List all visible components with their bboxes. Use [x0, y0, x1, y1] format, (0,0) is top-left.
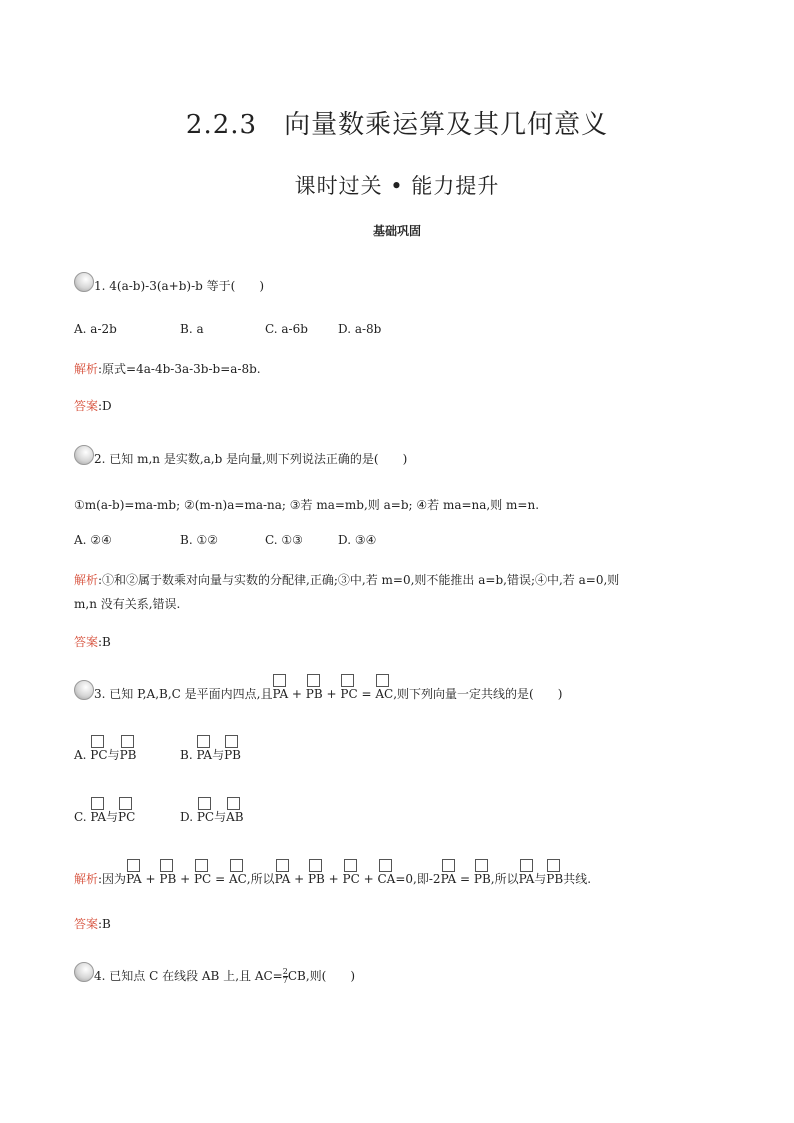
section-heading: 基础巩固: [372, 224, 421, 238]
with-word: 与: [106, 810, 119, 824]
vector-ca: CA: [377, 872, 396, 886]
answer-text: :B: [98, 635, 111, 649]
with-word: 与: [212, 748, 225, 762]
q2-statements: ①m(a-b)=ma-mb; ②(m-n)a=ma-na; ③若 ma=mb,则 a=b; ④若 ma=na,则 m=n.: [74, 498, 540, 512]
q3-option-a: [74, 746, 136, 763]
vector-pa: PA: [272, 687, 289, 701]
explain-text: :因为: [98, 872, 127, 886]
option-letter: B.: [180, 748, 197, 762]
vector-pb: PB: [224, 748, 242, 762]
q2-explanation-cont: m,n 没有关系,错误.: [74, 597, 181, 611]
question-bullet-icon: [74, 445, 94, 465]
q1-stem: 1. 4(a-b)-3(a+b)-b 等于( ): [94, 279, 265, 293]
vector-pa: PA: [274, 872, 291, 886]
explain-label: 解析: [74, 573, 99, 587]
q3-stem: [94, 685, 562, 702]
q3-stem-text: 3. 已知 P,A,B,C 是平面内四点,且: [94, 687, 273, 701]
vector-ac: AC: [228, 872, 247, 886]
q1-option-d: D. a-8b: [338, 322, 382, 336]
question-bullet-icon: [74, 962, 94, 982]
q1-option-a: A. a-2b: [74, 322, 117, 336]
q1-option-c: C. a-6b: [265, 322, 308, 336]
explain-text: =0,即-2: [395, 872, 441, 886]
equals-sign: =: [456, 872, 474, 886]
equals-sign: =: [357, 687, 376, 701]
vector-pc: PC: [342, 872, 360, 886]
explain-label: 解析: [74, 872, 99, 886]
vector-pc: PC: [196, 810, 215, 824]
answer-label: 答案: [74, 635, 99, 649]
q3-option-b: [180, 746, 241, 763]
vector-pa: PA: [196, 748, 213, 762]
answer-label: 答案: [74, 917, 99, 931]
explain-text: ,所以: [490, 872, 519, 886]
answer-label: 答案: [74, 399, 99, 413]
explain-text: ,所以: [246, 872, 275, 886]
vector-pc: PC: [118, 810, 136, 824]
option-letter: C.: [74, 810, 91, 824]
q4-stem-end: CB,则( ): [287, 969, 356, 983]
q3-stem-end: ,则下列向量一定共线的是( ): [393, 687, 563, 701]
question-bullet-icon: [74, 680, 94, 700]
with-word: 与: [214, 810, 227, 824]
q3-option-d: [180, 808, 244, 825]
q2-stem: 2. 已知 m,n 是实数,a,b 是向量,则下列说法正确的是( ): [94, 452, 408, 466]
q1-explanation: [74, 360, 261, 377]
q1-answer: [74, 397, 112, 414]
fraction-numerator: 2: [282, 967, 288, 976]
q3-answer: [74, 915, 111, 932]
vector-ac: AC: [375, 687, 394, 701]
vector-pc: PC: [90, 748, 108, 762]
vector-pb: PB: [546, 872, 564, 886]
q2-option-d: D. ③④: [338, 533, 377, 547]
question-bullet-icon: [74, 272, 94, 292]
q3-explanation: [74, 870, 591, 887]
explain-text: :①和②属于数乘对向量与实数的分配律,正确;③中,若 m=0,则不能推出 a=b,错误;④中,若 a=0,则: [98, 573, 620, 587]
vector-ab: AB: [226, 810, 244, 824]
q2-option-a: A. ②④: [74, 533, 112, 547]
plus-sign: +: [141, 872, 160, 886]
vector-pa: PA: [440, 872, 457, 886]
explain-label: 解析: [74, 362, 99, 376]
vector-pa: PA: [126, 872, 142, 886]
vector-pb: PB: [159, 872, 177, 886]
vector-pa: PA: [90, 810, 107, 824]
page-subtitle: 课时过关 • 能力提升: [294, 174, 500, 198]
q4-stem-text: 4. 已知点 C 在线段 AB 上,且 AC=: [94, 969, 283, 983]
answer-text: :D: [98, 399, 112, 413]
vector-pb: PB: [305, 687, 323, 701]
option-letter: D.: [180, 810, 197, 824]
q2-option-c: C. ①③: [265, 533, 303, 547]
q2-option-b: B. ①②: [180, 533, 218, 547]
fraction-denominator: 7: [282, 976, 288, 985]
page-title: 2.2.3 向量数乘运算及其几何意义: [185, 110, 609, 140]
option-letter: A.: [74, 748, 91, 762]
explain-text: :原式=4a-4b-3a-3b-b=a-8b.: [98, 362, 261, 376]
q2-explanation: [74, 571, 619, 588]
answer-text: :B: [98, 917, 111, 931]
vector-pc: PC: [193, 872, 212, 886]
q1-option-b: B. a: [180, 322, 204, 336]
q3-option-c: [74, 808, 135, 825]
plus-sign: +: [322, 687, 341, 701]
vector-pb: PB: [119, 748, 137, 762]
vector-pb: PB: [307, 872, 325, 886]
q2-answer: [74, 633, 111, 650]
with-word: 与: [534, 872, 547, 886]
plus-sign: +: [290, 872, 308, 886]
explain-text: 共线.: [563, 872, 592, 886]
vector-pa: PA: [518, 872, 535, 886]
q4-stem: [94, 967, 355, 985]
vector-pb: PB: [473, 872, 491, 886]
with-word: 与: [107, 748, 120, 762]
plus-sign: +: [359, 872, 378, 886]
vector-pc: PC: [340, 687, 358, 701]
equals-sign: =: [211, 872, 229, 886]
plus-sign: +: [324, 872, 343, 886]
plus-sign: +: [176, 872, 194, 886]
plus-sign: +: [288, 687, 306, 701]
